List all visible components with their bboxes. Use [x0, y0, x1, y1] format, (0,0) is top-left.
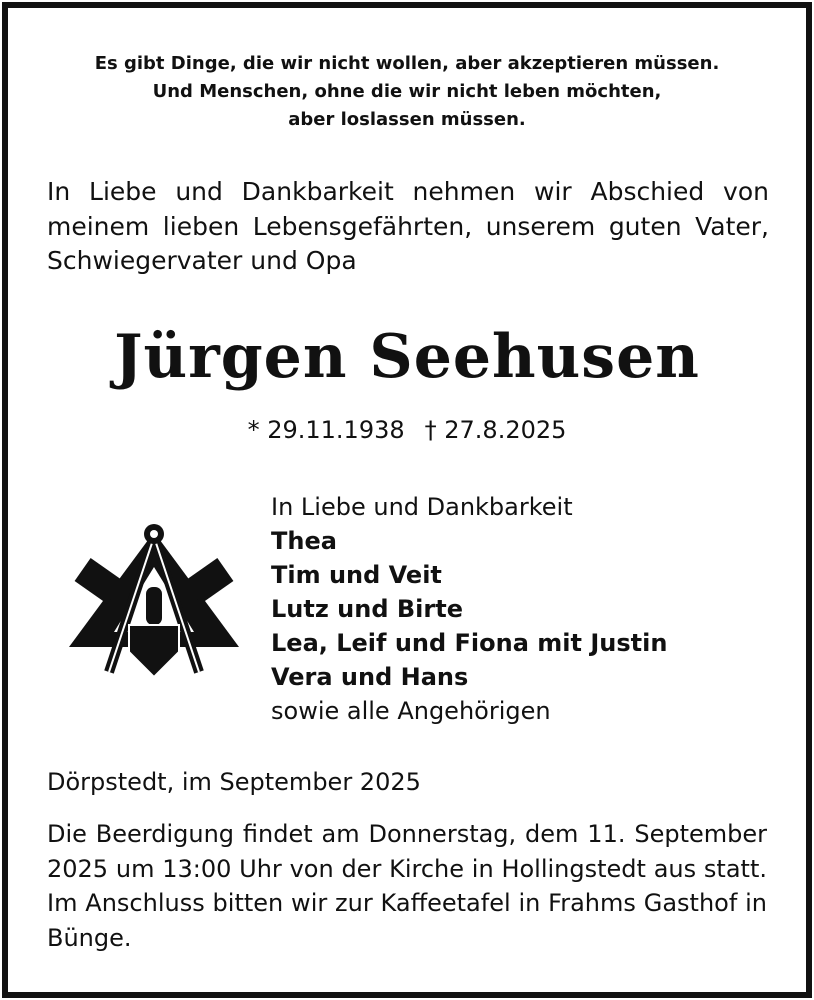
- mourner: Vera und Hans: [271, 663, 469, 691]
- intro-text: In Liebe und Dankbarkeit nehmen wir Abschied von meinem lieben Lebensgefährten, unserem guten Vater, Schwiegervater und Opa: [47, 177, 769, 275]
- quote-line: aber loslassen müssen.: [288, 109, 526, 130]
- mourner: Lea, Leif und Fiona mit Justin: [271, 629, 668, 657]
- mourners-intro: In Liebe und Dankbarkeit: [271, 493, 573, 521]
- mourner: Thea: [271, 527, 337, 555]
- motto-quote: [0, 50, 814, 134]
- quote-line: Und Menschen, ohne die wir nicht leben möchten,: [152, 81, 662, 102]
- mourners-outro: sowie alle Angehörigen: [271, 697, 551, 725]
- masonry-tools-emblem-icon: [64, 522, 244, 682]
- deceased-name: Jürgen Seehusen: [114, 322, 700, 392]
- quote-line: Es gibt Dinge, die wir nicht wollen, aber akzeptieren müssen.: [94, 53, 720, 74]
- birth-date: * 29.11.1938: [247, 416, 405, 444]
- mourner: Lutz und Birte: [271, 595, 463, 623]
- death-date: † 27.8.2025: [424, 416, 567, 444]
- place-date: Dörpstedt, im September 2025: [47, 768, 421, 796]
- mourners-list: [271, 490, 667, 728]
- life-dates: [0, 416, 814, 444]
- funeral-info: Die Beerdigung findet am Donnerstag, dem 11. September 2025 um 13:00 Uhr von der Kirche in Hollingstedt aus statt. Im Anschluss bitten wir zur Kaffeetafel in Frahms Gasthof in Bünge.: [47, 820, 767, 952]
- mourner: Tim und Veit: [271, 561, 442, 589]
